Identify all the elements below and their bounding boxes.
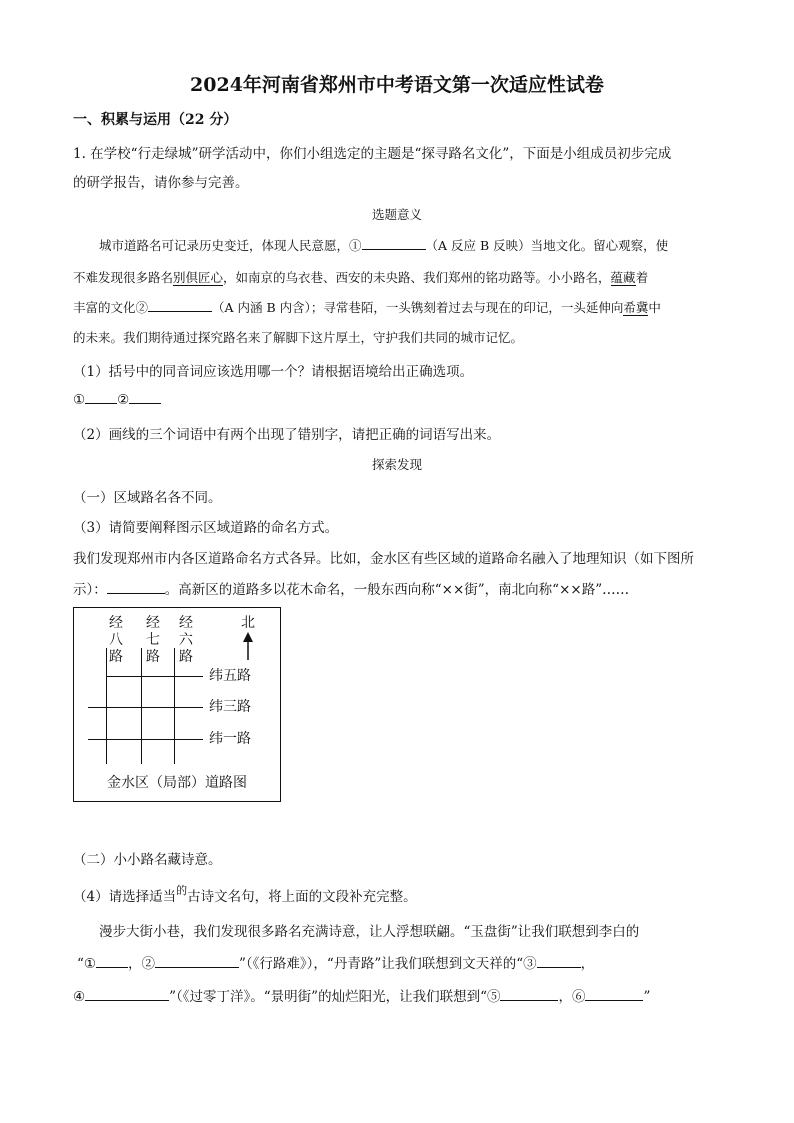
- road-line-vertical: [174, 648, 175, 764]
- poem-text: ④: [73, 989, 86, 1005]
- answer-blank[interactable]: [96, 955, 128, 968]
- paragraph-text: 。高新区的道路多以花木命名，一般东西向称“××街”，南北向称“××路”……: [164, 582, 630, 598]
- answer-blank[interactable]: [129, 391, 161, 404]
- road-line-horizontal: [88, 707, 203, 708]
- sub-question-1-answers: [73, 391, 161, 408]
- sub-question-2: （2）画线的三个词语中有两个出现了错别字，请把正确的词语写出来。: [73, 427, 501, 443]
- sub-question-1: （1）括号中的同音词应该选用哪一个？请根据语境给出正确选项。: [73, 364, 474, 380]
- poem-line-2: [77, 952, 594, 972]
- answer-blank[interactable]: [155, 955, 239, 968]
- underlined-word: 蕴藏: [610, 270, 636, 285]
- report-text: 中: [648, 300, 661, 315]
- answer-blank[interactable]: [85, 988, 169, 1001]
- road-label-jing-7: 经 七 路: [146, 615, 160, 665]
- road-line-horizontal: [88, 739, 203, 740]
- poem-text: ”（《过零丁洋》。“景明街”的灿烂阳光，让我们联想到“⑤: [169, 989, 501, 1005]
- report-text: 不难发现很多路名: [73, 270, 174, 285]
- road-label-wei-1: 纬一路: [209, 731, 251, 747]
- question-1-line2: 的研学报告，请你参与完善。: [73, 175, 249, 191]
- part-2-heading: （二）小小路名藏诗意。: [73, 852, 222, 868]
- explore-heading: 探索发现: [371, 457, 422, 472]
- report-line-1: [99, 236, 668, 254]
- poem-line-3: [73, 985, 650, 1005]
- report-text: 丰富的文化②: [73, 300, 149, 315]
- answer-blank[interactable]: [107, 581, 165, 594]
- road-label-jing-6: 经 六 路: [179, 615, 193, 665]
- sub-question-4: [73, 885, 417, 905]
- answer-blank[interactable]: [148, 299, 212, 312]
- road-label-wei-5: 纬五路: [209, 668, 251, 684]
- road-line-vertical: [141, 648, 142, 764]
- question-text: （4）请选择适当: [73, 889, 177, 905]
- answer-label: ②: [117, 392, 130, 408]
- question-text: 古诗文名句，将上面的文段补充完整。: [187, 889, 417, 905]
- answer-blank[interactable]: [585, 988, 643, 1001]
- paragraph-line-2: [73, 578, 629, 598]
- report-heading: 选题意义: [371, 207, 422, 222]
- poem-text: “①: [77, 956, 97, 972]
- poem-text: ”（《行路难》），“丹青路”让我们联想到文天祥的“③: [239, 956, 537, 972]
- road-label-wei-3: 纬三路: [209, 699, 251, 715]
- section-heading: 一、积累与运用（22 分）: [73, 112, 238, 128]
- question-1-line1: 1. 在学校“行走绿城”研学活动中，你们小组选定的主题是“探寻路名文化”，下面是小组成员初步完成: [73, 146, 672, 162]
- superscript-char: 的: [176, 884, 188, 897]
- part-1-heading: （一）区域路名各不同。: [73, 490, 222, 506]
- map-caption: 金水区（局部）道路图: [107, 775, 247, 791]
- road-label-jing-8: 经 八 路: [109, 615, 123, 665]
- paragraph-text: 示）：: [73, 582, 107, 598]
- page-title: 2024年河南省郑州市中考语文第一次适应性试卷: [190, 74, 604, 96]
- answer-label: ①: [73, 392, 86, 408]
- report-text: 着: [635, 270, 649, 285]
- report-line-3: [73, 298, 661, 316]
- poem-line-1: 漫步大街小巷，我们发现很多路名充满诗意，让人浮想联翩。“玉盘街”让我们联想到李白的: [99, 924, 640, 940]
- road-map: [73, 607, 281, 802]
- report-text: 城市道路名可记录历史变迁，体现人民意愿，①: [99, 238, 362, 253]
- paragraph-line-1: 我们发现郑州市内各区道路命名方式各异。比如，金水区有些区域的道路命名融入了地理知识（如下图所: [73, 551, 694, 567]
- answer-blank[interactable]: [500, 988, 558, 1001]
- answer-blank[interactable]: [362, 237, 426, 250]
- report-text: （A 反应 B 反映）当地文化。留心观察，使: [425, 238, 669, 253]
- north-label: 北: [241, 615, 255, 631]
- road-line-horizontal: [106, 676, 203, 677]
- underlined-word: 希冀: [623, 300, 649, 315]
- sub-question-3: （3）请简要阐释图示区域道路的命名方式。: [73, 520, 339, 536]
- answer-blank[interactable]: [85, 391, 117, 404]
- north-arrow-icon: [242, 632, 254, 660]
- poem-text: ，②: [128, 956, 156, 972]
- answer-blank[interactable]: [537, 955, 581, 968]
- poem-text: ，⑥: [558, 989, 586, 1005]
- report-line-2: [73, 268, 648, 286]
- report-line-4: 的未来。我们期待通过探究路名来了解脚下这片厚土，守护我们共同的城市记忆。: [73, 330, 524, 345]
- underlined-word: 别倶匠心: [173, 270, 224, 285]
- road-line-vertical: [106, 648, 107, 764]
- report-text: （A 内涵 B 内含）；寻常巷陌，一头镌刻着过去与现在的印记，一头延伸向: [212, 300, 624, 315]
- poem-text: ”: [643, 989, 651, 1005]
- poem-text: ，: [580, 956, 595, 972]
- report-text: ，如南京的乌衣巷、西安的未央路、我们郑州的铭功路等。小小路名，: [223, 270, 611, 285]
